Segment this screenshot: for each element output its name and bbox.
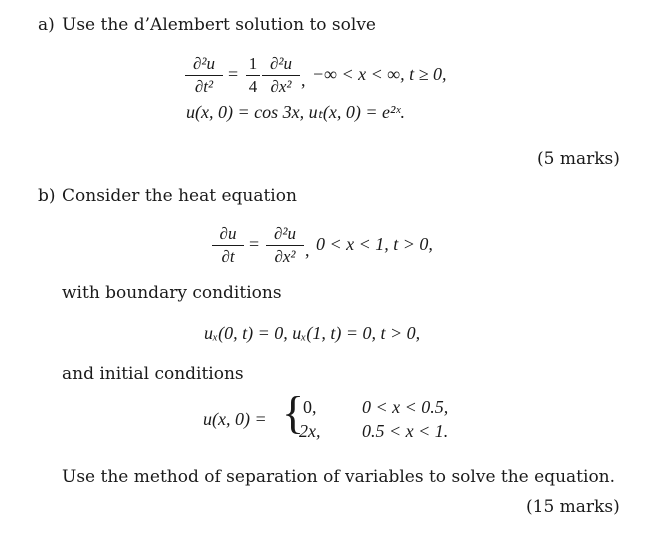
part-b-rhs-fraction <box>266 224 304 267</box>
part-a-label: a) <box>38 15 55 35</box>
part-a-coef-den: 4 <box>248 77 258 96</box>
part-a-marks: (5 marks) <box>537 149 620 169</box>
part-b-case1-value: 0, <box>303 397 317 417</box>
part-b-domain: 0 < x < 1, t > 0, <box>316 234 433 254</box>
part-b-label: b) <box>38 186 56 206</box>
part-b-case2-condition: 0.5 < x < 1. <box>362 421 449 441</box>
part-b-lhs-fraction <box>212 224 244 267</box>
part-b-marks: (15 marks) <box>526 497 620 517</box>
part-a-coef-num: 1 <box>248 54 258 73</box>
part-b-rhs-num: ∂²u <box>274 224 296 243</box>
part-b-comma: , <box>305 240 310 260</box>
part-a-rhs-den: ∂x² <box>270 77 292 96</box>
part-b-bc-text: with boundary conditions <box>62 283 282 303</box>
part-a-lhs-num: ∂²u <box>193 54 215 73</box>
part-a-intro: Use the d’Alembert solution to solve <box>62 15 376 35</box>
part-b-boundary-conditions: uₓ(0, t) = 0, uₓ(1, t) = 0, t > 0, <box>204 323 421 343</box>
part-a-initial-conditions: u(x, 0) = cos 3x, uₜ(x, 0) = e²ˣ. <box>186 102 406 122</box>
part-a-lhs-fraction <box>185 54 223 97</box>
part-a-comma: , <box>301 70 306 90</box>
part-b-ic-lhs: u(x, 0) = <box>203 409 267 429</box>
part-a-lhs-den: ∂t² <box>194 77 214 96</box>
part-b-case2-value: 2x, <box>299 421 321 441</box>
part-a-domain: −∞ < x < ∞, t ≥ 0, <box>312 64 447 84</box>
part-a-rhs-fraction <box>262 54 300 97</box>
part-b-lhs-num: ∂u <box>219 224 237 243</box>
part-a-equals: = <box>228 64 239 84</box>
part-b-instruction: Use the method of separation of variables to solve the equation. <box>62 467 616 487</box>
part-b-intro: Consider the heat equation <box>62 186 297 206</box>
part-a-rhs-num: ∂²u <box>270 54 292 73</box>
left-brace-icon: { <box>282 387 305 438</box>
part-b-equals: = <box>249 234 260 254</box>
part-b-lhs-den: ∂t <box>221 247 235 266</box>
part-b-ic-text: and initial conditions <box>62 364 244 384</box>
part-b-rhs-den: ∂x² <box>274 247 296 266</box>
part-a-coef-fraction <box>246 54 260 97</box>
part-b-case1-condition: 0 < x < 0.5, <box>362 397 449 417</box>
